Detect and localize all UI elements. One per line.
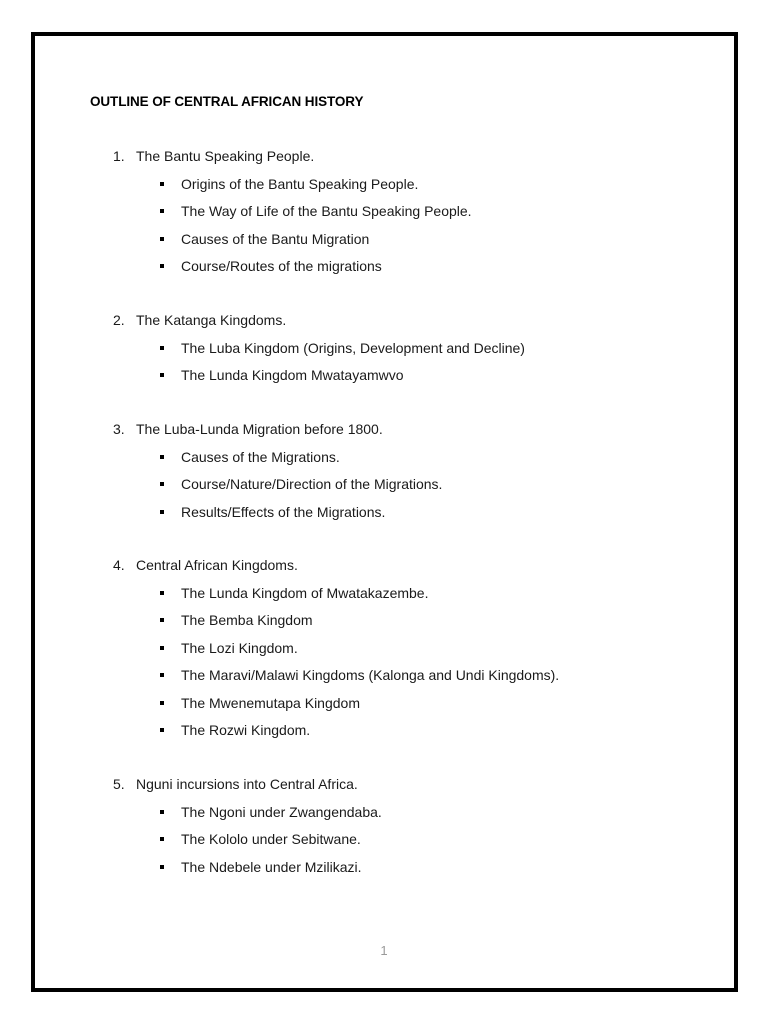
- square-bullet-icon: [160, 837, 164, 841]
- section-title: Nguni incursions into Central Africa.: [136, 776, 358, 792]
- square-bullet-icon: [160, 237, 164, 241]
- square-bullet-icon: [160, 373, 164, 377]
- sub-item-label: Results/Effects of the Migrations.: [181, 503, 386, 520]
- outline-sub-item: [0, 611, 768, 629]
- square-bullet-icon: [160, 701, 164, 705]
- section-number: 4.: [113, 557, 125, 573]
- outline-sub-item: [0, 230, 768, 248]
- outline-sub-item: [0, 448, 768, 466]
- sub-item-label: The Ndebele under Mzilikazi.: [181, 858, 362, 875]
- square-bullet-icon: [160, 510, 164, 514]
- sub-item-label: The Luba Kingdom (Origins, Development and Decline): [181, 340, 525, 356]
- outline-sub-item: [0, 694, 768, 712]
- square-bullet-icon: [160, 728, 164, 732]
- square-bullet-icon: [160, 865, 164, 869]
- sub-item-label: The Kololo under Sebitwane.: [181, 831, 361, 848]
- square-bullet-icon: [160, 810, 164, 814]
- section-title: The Katanga Kingdoms.: [136, 312, 287, 328]
- outline-sub-item: [0, 830, 768, 848]
- outline-sub-item: [0, 366, 768, 384]
- square-bullet-icon: [160, 591, 164, 595]
- document-title: OUTLINE OF CENTRAL AFRICAN HISTORY: [90, 94, 364, 109]
- square-bullet-icon: [160, 482, 164, 486]
- sub-item-label: Causes of the Bantu Migration: [181, 230, 370, 247]
- outline-sub-item: [0, 639, 768, 657]
- sub-item-label: The Mwenemutapa Kingdom: [181, 694, 360, 711]
- sub-item-label: Causes of the Migrations.: [181, 449, 340, 465]
- square-bullet-icon: [160, 673, 164, 677]
- square-bullet-icon: [160, 455, 164, 459]
- section-title: The Bantu Speaking People.: [136, 148, 315, 164]
- sub-item-label: The Rozwi Kingdom.: [181, 722, 311, 738]
- outline-sub-item: [0, 666, 768, 684]
- sub-item-label: Origins of the Bantu Speaking People.: [181, 176, 419, 192]
- outline-sub-item: [0, 202, 768, 220]
- page-number: 1: [380, 943, 388, 958]
- outline-sub-item: [0, 475, 768, 493]
- section-number: 2.: [113, 312, 125, 328]
- outline-sub-item: [0, 339, 768, 357]
- sub-item-label: The Lozi Kingdom.: [181, 639, 298, 656]
- outline-sub-item: [0, 584, 768, 602]
- outline-sub-item: [0, 503, 768, 521]
- section-number: 5.: [113, 776, 125, 792]
- square-bullet-icon: [160, 182, 164, 186]
- outline-sub-item: [0, 257, 768, 275]
- square-bullet-icon: [160, 264, 164, 268]
- outline-sub-item: [0, 721, 768, 739]
- sub-item-label: Course/Routes of the migrations: [181, 258, 382, 275]
- outline-sub-item: [0, 175, 768, 193]
- square-bullet-icon: [160, 209, 164, 213]
- sub-item-label: Course/Nature/Direction of the Migrations.: [181, 476, 443, 493]
- section-title: Central African Kingdoms.: [136, 557, 298, 573]
- section-title: The Luba-Lunda Migration before 1800.: [136, 421, 383, 437]
- sub-item-label: The Ngoni under Zwangendaba.: [181, 804, 382, 820]
- section-number: 1.: [113, 148, 125, 164]
- sub-item-label: The Way of Life of the Bantu Speaking People.: [181, 203, 472, 220]
- square-bullet-icon: [160, 646, 164, 650]
- outline-sub-item: [0, 858, 768, 876]
- outline-sub-item: [0, 803, 768, 821]
- square-bullet-icon: [160, 346, 164, 350]
- square-bullet-icon: [160, 618, 164, 622]
- sub-item-label: The Maravi/Malawi Kingdoms (Kalonga and Undi Kingdoms).: [181, 667, 560, 684]
- section-number: 3.: [113, 421, 125, 437]
- sub-item-label: The Bemba Kingdom: [181, 612, 313, 629]
- sub-item-label: The Lunda Kingdom Mwatayamwvo: [181, 367, 404, 384]
- sub-item-label: The Lunda Kingdom of Mwatakazembe.: [181, 585, 429, 601]
